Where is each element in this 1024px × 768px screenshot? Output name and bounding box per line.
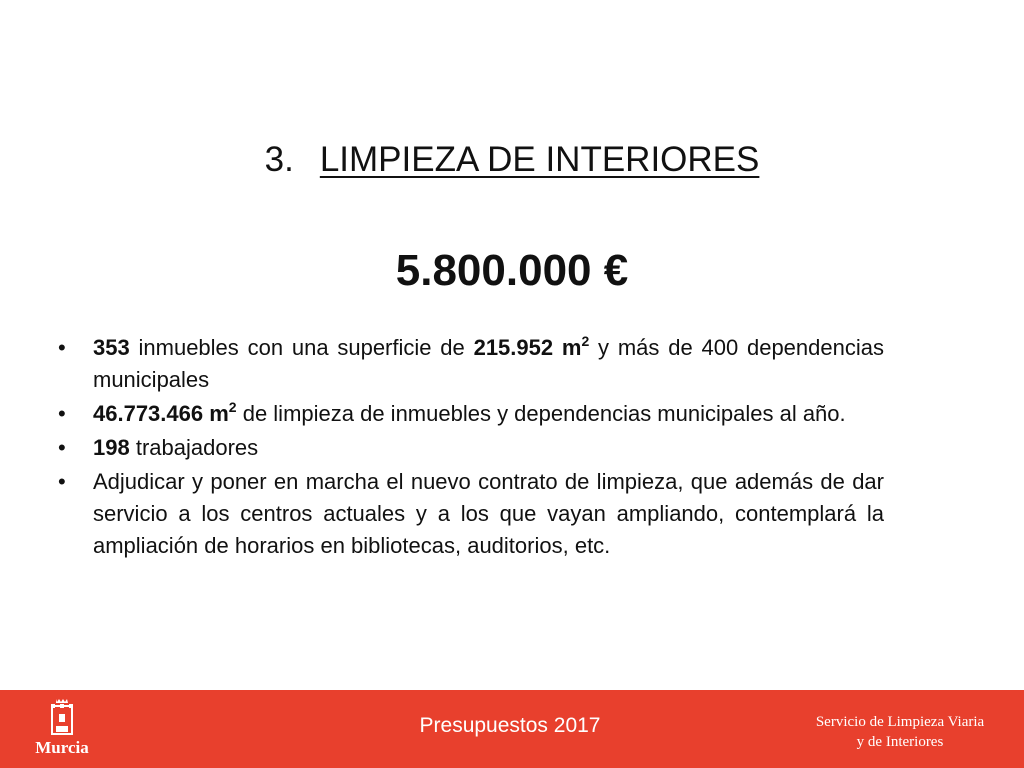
bullet-text-part: 2	[228, 399, 237, 415]
bullet-item	[58, 466, 884, 562]
bullet-text-part: 2	[581, 333, 590, 349]
bullet-text-part: de limpieza de inmuebles y dependencias municipales al año.	[236, 401, 846, 426]
bullet-text-part: 46.773.466	[93, 401, 204, 426]
bullet-text-part: m	[203, 401, 229, 426]
bullet-list	[58, 332, 884, 564]
bullet-marker: •	[58, 469, 66, 494]
bullet-item	[58, 398, 884, 430]
bullet-text-part: 198	[93, 435, 130, 460]
bullet-text-part: m	[553, 335, 582, 360]
bullet-text-part: 353	[93, 335, 130, 360]
budget-amount: 5.800.000 €	[395, 246, 629, 295]
bullet-text-part: trabajadores	[129, 435, 259, 460]
bullet-marker: •	[58, 335, 66, 360]
bullet-text-part: 215.952	[473, 335, 554, 360]
bullet-marker: •	[58, 435, 66, 460]
section-title: LIMPIEZA DE INTERIORES	[319, 140, 760, 179]
footer-department-line2: y de Interiores	[856, 734, 944, 750]
murcia-castle-crest-icon	[30, 698, 94, 738]
section-heading	[0, 138, 1024, 182]
footer-center-text: Presupuestos 2017	[419, 714, 601, 737]
bullet-item	[58, 432, 884, 464]
section-number: 3.	[264, 140, 294, 179]
logo-text: Murcia	[35, 738, 89, 757]
footer-department	[790, 712, 1010, 752]
murcia-logo	[30, 698, 94, 762]
bullet-item	[58, 332, 884, 396]
footer-department-line1: Servicio de Limpieza Viaria	[815, 714, 985, 730]
bullet-marker: •	[58, 401, 66, 426]
bullet-text-part: y más de 400 dependencias municipales	[93, 335, 884, 392]
bullet-text-part: inmuebles con una superficie de	[129, 335, 474, 360]
bullet-text-part: Adjudicar y poner en marcha el nuevo contrato de limpieza, que además de dar servicio a los centros actuales y a los que vayan ampliando, contemplará la ampliación de horarios en bibliotecas, auditorios, etc.	[93, 469, 884, 558]
footer-bar	[0, 690, 1024, 768]
